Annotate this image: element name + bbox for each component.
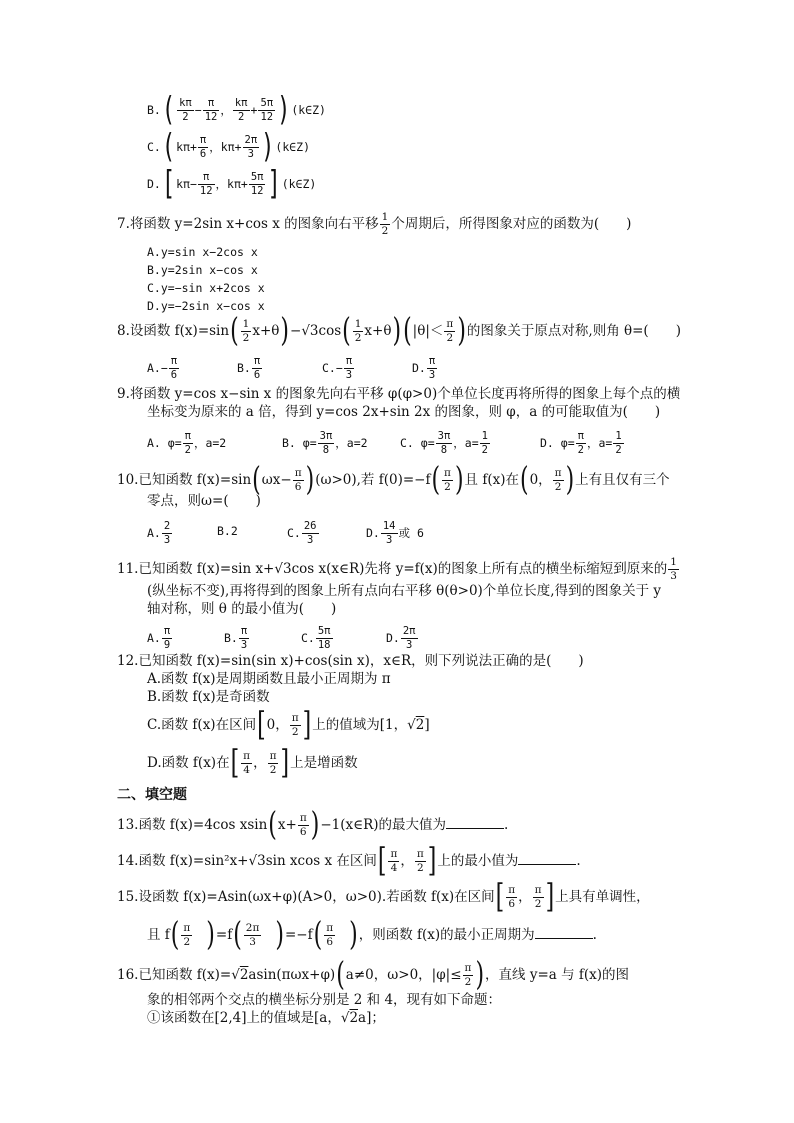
q11-option-d: D. $\frac{2\pi}{3}$ (386, 625, 416, 651)
fraction: $\frac{\pi}{12}$ (204, 97, 218, 123)
q13-stem: 13.函数 f(x)=4cos xsin(x+ $\frac{\pi}{6}$ )−1(x∈R)的最大值为 . (117, 806, 509, 844)
q16-stem-line3: ①该函数在[2,4]上的值域是[a，√2a]； (147, 1010, 385, 1026)
fraction: $\frac{5\pi}{12}$ (250, 171, 264, 197)
q10-stem-line2: 零点，则ω=( ) (147, 493, 261, 509)
q7-stem: 7.将函数 y=2sin x+cos x 的图象向右平移 $\frac{1}{2}$ 个周期后，所得图象对应的函数为( ) (117, 211, 632, 237)
fraction: $\frac{k\pi}{2}$ (179, 97, 192, 123)
q8-option-c: C.− $\frac{\pi}{3}$ (322, 355, 353, 381)
q8-option-b: B. $\frac{\pi}{6}$ (237, 355, 261, 381)
q12-option-a: A.函数 f(x)是周期函数且最小正周期为 π (147, 671, 391, 687)
q11-option-a: A. $\frac{\pi}{9}$ (147, 625, 171, 651)
answer-blank (446, 816, 504, 829)
q9-option-a: A. φ= $\frac{\pi}{2}$ ，a=2 (147, 430, 227, 456)
q10-stem: 10.已知函数 f(x)=sin(ωx− $\frac{\pi}{6}$ )(ω>0),若 f(0)=−f( $\frac{\pi}{2}$ )且 f(x)在(0， $\frac{\pi}{2}$ )上有且仅有三个 (117, 461, 670, 499)
q11-stem-line3: 轴对称，则 θ 的最小值为( ) (147, 601, 337, 617)
q8-option-d: D. $\frac{\pi}{3}$ (412, 355, 436, 381)
q14-stem: 14.函数 f(x)=sin²x+√3sin xcos x 在区间[ $\frac{\pi}{4}$ ， $\frac{\pi}{2}$ ]上的最小值为 . (117, 842, 581, 880)
q6-option-b: B.( $\frac{k\pi}{2}$ − $\frac{\pi}{12}$ ， $\frac{k\pi}{2}$ + $\frac{5\pi}{12}$ )(k∈Z) (147, 91, 326, 129)
q12-option-b: B.函数 f(x)是奇函数 (147, 689, 270, 705)
answer-blank (535, 926, 593, 939)
fraction: $\frac{\pi}{6}$ (199, 134, 207, 160)
q9-option-d: D. φ= $\frac{\pi}{2}$ ，a= $\frac{1}{2}$ (540, 430, 622, 456)
q9-option-c: C. φ= $\frac{3\pi}{8}$ ，a= $\frac{1}{2}$ (400, 430, 488, 456)
q11-option-b: B. $\frac{\pi}{3}$ (224, 625, 248, 651)
option-label: B. (147, 103, 161, 117)
q11-stem-line2: (纵坐标不变),再将得到的图象上所有点向右平移 θ(θ>0)个单位长度,得到的图象关于 y (147, 583, 662, 599)
section-heading: 二、填空题 (117, 787, 187, 803)
q10-option-b: B.2 (217, 524, 238, 538)
q9-stem-line1: 9.将函数 y=cos x−sin x 的图象先向右平移 φ(φ>0)个单位长度再将所得的图象上每个点的横 (117, 386, 681, 402)
q9-stem-line2: 坐标变为原来的 a 倍，得到 y=cos 2x+sin 2x 的图象，则 φ，a 的可能取值为( ) (147, 404, 661, 420)
q16-stem-line2: 象的相邻两个交点的横坐标分别是 2 和 4，现有如下命题： (147, 992, 502, 1008)
q15-stem: 15.设函数 f(x)=Asin(ωx+φ)(A>0，ω>0).若函数 f(x)在区间[ $\frac{\pi}{6}$ ， $\frac{\pi}{2}$ ]上具有单调性， (117, 878, 650, 916)
answer-blank (518, 852, 576, 865)
q12-option-c: C.函数 f(x)在区间[0， $\frac{\pi}{2}$ ]上的值域为[1，√2] (147, 706, 430, 744)
q12-stem: 12.已知函数 f(x)=sin(sin x)+cos(sin x)，x∈R，则下列说法正确的是( ) (117, 653, 584, 669)
q12-option-d: D.函数 f(x)在[ $\frac{\pi}{4}$ ， $\frac{\pi}{2}$ ]上是增函数 (147, 744, 358, 782)
fraction: $\frac{\pi}{12}$ (199, 171, 213, 197)
q10-option-c: C. $\frac{26}{3}$ (287, 520, 317, 546)
q7-option-a: A.y=sin x−2cos x (147, 245, 258, 259)
q7-option-c: C.y=−sin x+2cos x (147, 281, 265, 295)
q16-stem: 16.已知函数 f(x)=√2asin(πωx+φ)(a≠0，ω>0，|φ|≤ $\frac{\pi}{2}$ )，直线 y=a 与 f(x)的图 (117, 956, 630, 994)
fraction: $\frac{5\pi}{12}$ (260, 97, 274, 123)
q11-option-c: C. $\frac{5\pi}{18}$ (301, 625, 331, 651)
q10-option-d: D. $\frac{14}{3}$ 或 6 (366, 520, 424, 546)
q15-stem-line2: 且 f( $\frac{\pi}{2}$ )=f( $\frac{2\pi}{3}$ )=−f( $\frac{\pi}{6}$ )，则函数 f(x)的最小正周期为 . (147, 916, 597, 954)
q11-stem: 11.已知函数 f(x)=sin x+√3cos x(x∈R)先将 y=f(x)的图象上所有点的横坐标缩短到原来的 $\frac{1}{3}$ (117, 556, 677, 582)
q6-option-c: C.(kπ+ $\frac{\pi}{6}$ ，kπ+ $\frac{2\pi}{3}$ )(k∈Z) (147, 128, 311, 166)
fraction: $\frac{2\pi}{3}$ (244, 134, 258, 160)
q9-option-b: B. φ= $\frac{3\pi}{8}$ ，a=2 (282, 430, 368, 456)
q7-option-b: B.y=2sin x−cos x (147, 263, 258, 277)
q8-option-a: A.− $\frac{\pi}{6}$ (147, 355, 178, 381)
fraction: $\frac{k\pi}{2}$ (234, 97, 248, 123)
q10-option-a: A. $\frac{2}{3}$ (147, 520, 171, 546)
q7-option-d: D.y=−2sin x−cos x (147, 299, 265, 313)
q8-stem: 8.设函数 f(x)=sin( $\frac{1}{2}$ x+θ)−√3cos( $\frac{1}{2}$ x+θ)(|θ|＜ $\frac{\pi}{2}$ )的图象关于原点对称,则角 θ=( ) (117, 312, 681, 350)
q6-option-d: D.[kπ− $\frac{\pi}{12}$ ，kπ+ $\frac{5\pi}{12}$ ](k∈Z) (147, 165, 317, 203)
fraction: $\frac{1}{2}$ (381, 211, 389, 237)
